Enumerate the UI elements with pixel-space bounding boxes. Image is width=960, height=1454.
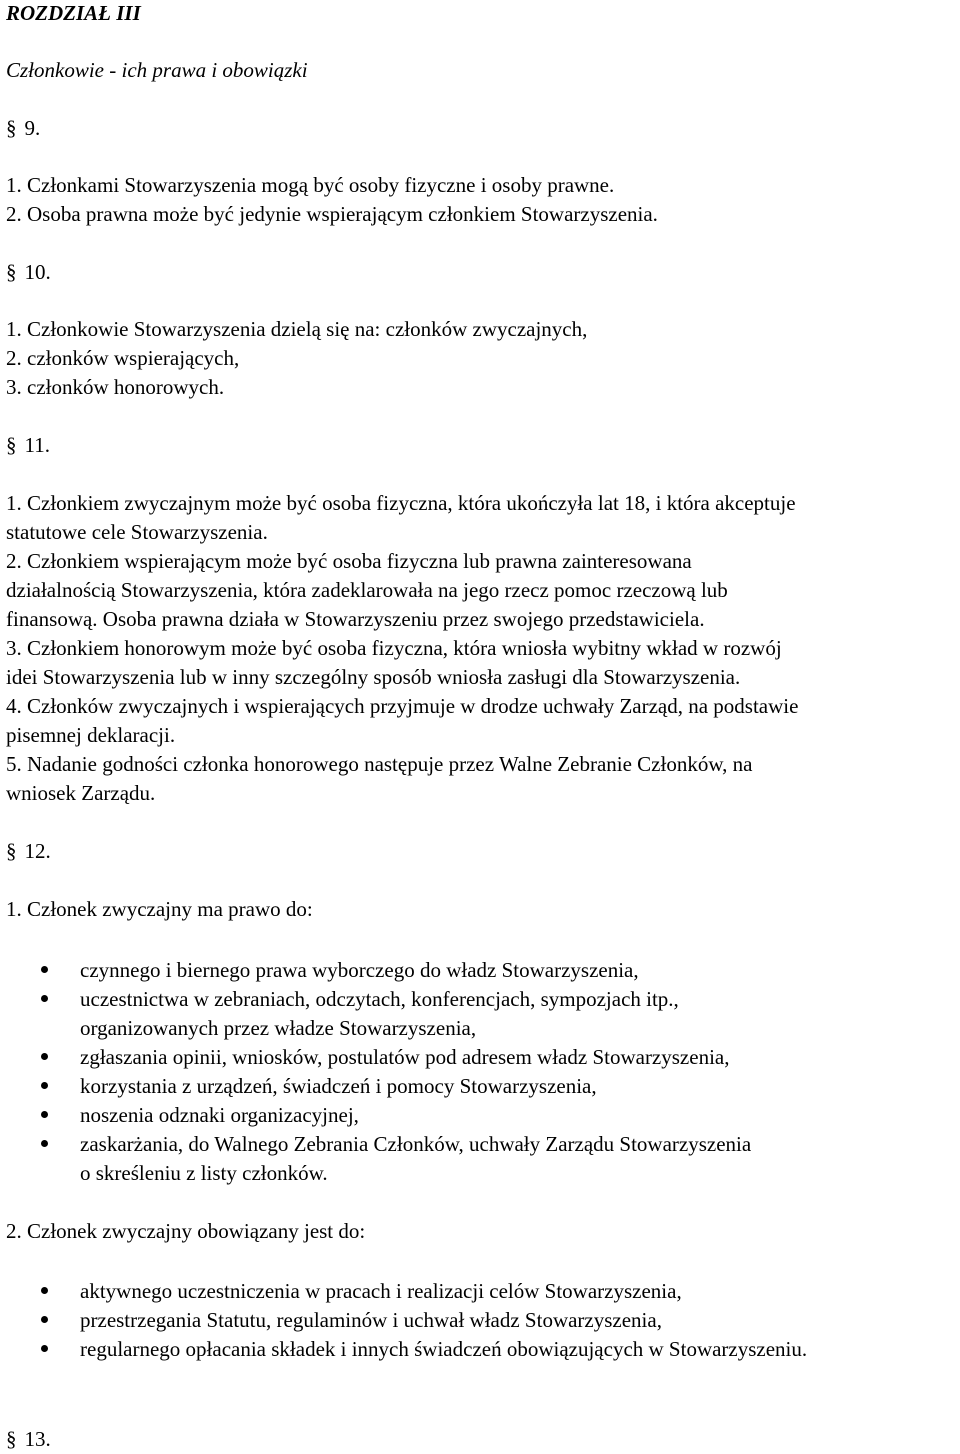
bullet-icon [41,966,48,973]
paragraph-line: 1. Członkiem zwyczajnym może być osoba fizyczna, która ukończyła lat 18, i która akceptuje [6,491,796,515]
section-9-heading [6,115,40,141]
list-item: korzystania z urządzeń, świadczeń i pomocy Stowarzyszenia, [80,1074,597,1098]
paragraph-line: 4. Członków zwyczajnych i wspierających przyjmuje w drodze uchwały Zarząd, na podstawie [6,694,799,718]
bullet-icon [41,1287,48,1294]
list-item: przestrzegania Statutu, regulaminów i uchwał władz Stowarzyszenia, [80,1308,662,1332]
paragraph-line: 2. członków wspierających, [6,346,240,370]
paragraph-line: pisemnej deklaracji. [6,723,176,747]
section-number: 9. [24,116,41,140]
paragraph-line: 2. Członkiem wspierającym może być osoba fizyczna lub prawna zainteresowana [6,549,692,573]
list-item-continuation: organizowanych przez władze Stowarzyszenia, [80,1016,477,1040]
bullet-icon [41,1111,48,1118]
chapter-subtitle: Członkowie - ich prawa i obowiązki [6,58,308,82]
section-10-heading [6,259,51,285]
list-item: uczestnictwa w zebraniach, odczytach, konferencjach, sympozjach itp., [80,987,679,1011]
list-item: czynnego i biernego prawa wyborczego do władz Stowarzyszenia, [80,958,639,982]
list-item: zaskarżania, do Walnego Zebrania Członków, uchwały Zarządu Stowarzyszenia [80,1132,752,1156]
paragraph-line: 3. członków honorowych. [6,375,225,399]
section-number: 10. [24,260,51,284]
list-item: aktywnego uczestniczenia w pracach i realizacji celów Stowarzyszenia, [80,1279,682,1303]
bullet-icon [41,995,48,1002]
bullet-icon [41,1345,48,1352]
paragraph-line: finansową. Osoba prawna działa w Stowarzyszeniu przez swojego przedstawiciela. [6,607,705,631]
paragraph-line: wniosek Zarządu. [6,781,156,805]
section-sign: § [6,1427,17,1451]
section-number: 11. [24,433,50,457]
paragraph-line: idei Stowarzyszenia lub w inny szczególny sposób wniosła zasługi dla Stowarzyszenia. [6,665,741,689]
list-item: regularnego opłacania składek i innych świadczeń obowiązujących w Stowarzyszeniu. [80,1337,808,1361]
list-item: noszenia odznaki organizacyjnej, [80,1103,359,1127]
paragraph-line: 5. Nadanie godności członka honorowego następuje przez Walne Zebranie Członków, na [6,752,753,776]
section-11-heading [6,432,50,458]
section-number: 13. [24,1427,51,1451]
bullet-icon [41,1140,48,1147]
paragraph-line: działalnością Stowarzyszenia, która zadeklarowała na jego rzecz pomoc rzeczową lub [6,578,728,602]
chapter-title: ROZDZIAŁ III [6,1,141,25]
section-12-heading [6,838,51,864]
paragraph-line: statutowe cele Stowarzyszenia. [6,520,268,544]
bullet-icon [41,1316,48,1323]
section-sign: § [6,839,17,863]
section-number: 12. [24,839,51,863]
paragraph-line: 3. Członkiem honorowym może być osoba fizyczna, która wniosła wybitny wkład w rozwój [6,636,782,660]
paragraph-line: 1. Członkowie Stowarzyszenia dzielą się na: członków zwyczajnych, [6,317,588,341]
duties-intro: 2. Członek zwyczajny obowiązany jest do: [6,1219,366,1243]
paragraph-line: 1. Członkami Stowarzyszenia mogą być osoby fizyczne i osoby prawne. [6,173,615,197]
paragraph-line: 2. Osoba prawna może być jedynie wspierającym członkiem Stowarzyszenia. [6,202,658,226]
list-item: zgłaszania opinii, wniosków, postulatów pod adresem władz Stowarzyszenia, [80,1045,730,1069]
section-13-heading [6,1426,51,1452]
list-item-continuation: o skreśleniu z listy członków. [80,1161,328,1185]
bullet-icon [41,1082,48,1089]
section-sign: § [6,116,17,140]
section-sign: § [6,260,17,284]
bullet-icon [41,1053,48,1060]
section-sign: § [6,433,17,457]
rights-intro: 1. Członek zwyczajny ma prawo do: [6,897,313,921]
